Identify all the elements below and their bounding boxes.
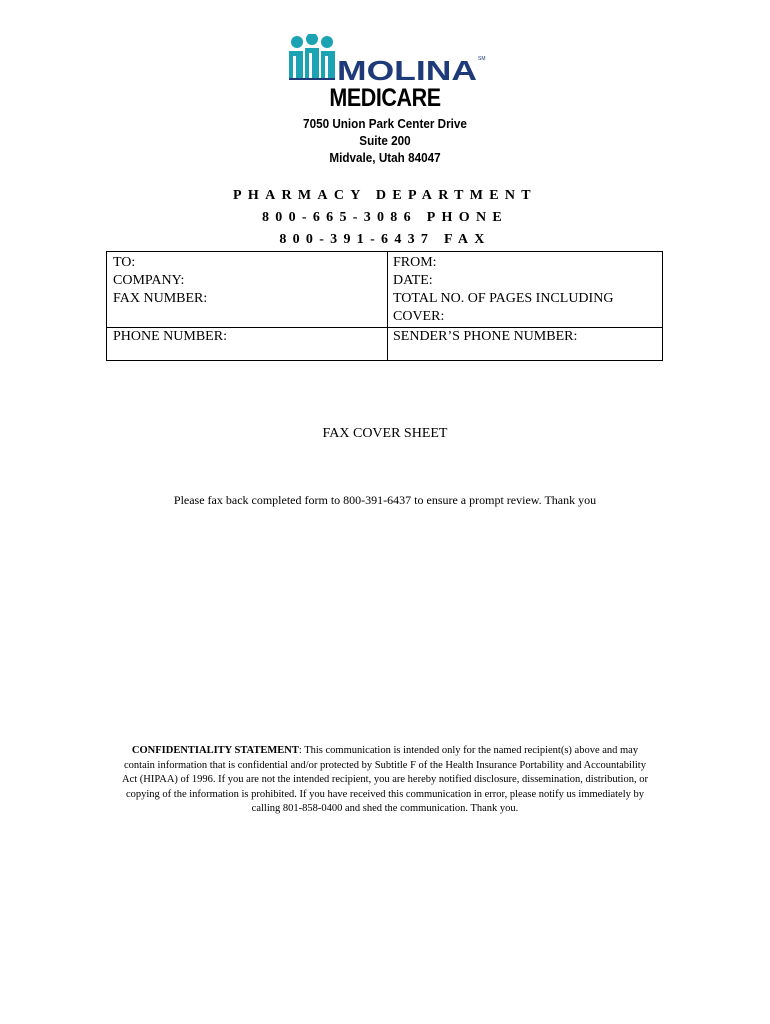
- total-pages-label-cont: COVER:: [393, 309, 445, 324]
- address-line-2: Suite 200: [359, 133, 411, 148]
- address-line-3: Midvale, Utah 84047: [329, 150, 441, 165]
- date-label: DATE:: [393, 273, 433, 288]
- molina-people-icon: [287, 34, 487, 84]
- company-label: COMPANY:: [113, 273, 185, 288]
- confidentiality-heading: CONFIDENTIALITY STATEMENT: [131, 745, 299, 756]
- sender-phone-label: SENDER’S PHONE NUMBER:: [393, 329, 578, 344]
- from-label: FROM:: [393, 255, 437, 270]
- fax-back-instruction: Please fax back completed form to 800-391-6437 to ensure a prompt review. Thank you: [173, 493, 597, 507]
- service-mark: SM: [478, 56, 486, 62]
- fax-cover-title: FAX COVER SHEET: [322, 426, 448, 441]
- logo-wordmark: MOLINA: [337, 55, 477, 84]
- department-fax: 800-391-6437 FAX: [279, 232, 491, 247]
- address-line-1: 7050 Union Park Center Drive: [303, 116, 467, 131]
- department-phone: 800-665-3086 PHONE: [261, 210, 508, 225]
- phone-number-label: PHONE NUMBER:: [113, 329, 227, 344]
- fax-number-label: FAX NUMBER:: [113, 291, 208, 306]
- fax-info-form: [106, 251, 663, 361]
- department-name: PHARMACY DEPARTMENT: [233, 188, 537, 203]
- page-title: MEDICARE: [329, 84, 441, 112]
- column-divider: [387, 252, 388, 360]
- to-label: TO:: [113, 255, 136, 270]
- molina-logo: [287, 34, 487, 84]
- total-pages-label: TOTAL NO. OF PAGES INCLUDING: [393, 291, 614, 306]
- confidentiality-text: : This communication is intended only for the named recipient(s) above and may contain information that is confidential and/or protected by Subtitle F of the Health Insurance Portability and Accountability Act (HIPAA) of 1996. If you are not the intended recipient, you are hereby notified disclosure, dissemination, distribution, or copying of the information is prohibited. If you have received this communication in error, please notify us immediately by calling 801-858-0400 and shed the communication. Thank you.: [122, 745, 648, 814]
- confidentiality-statement: [118, 744, 652, 817]
